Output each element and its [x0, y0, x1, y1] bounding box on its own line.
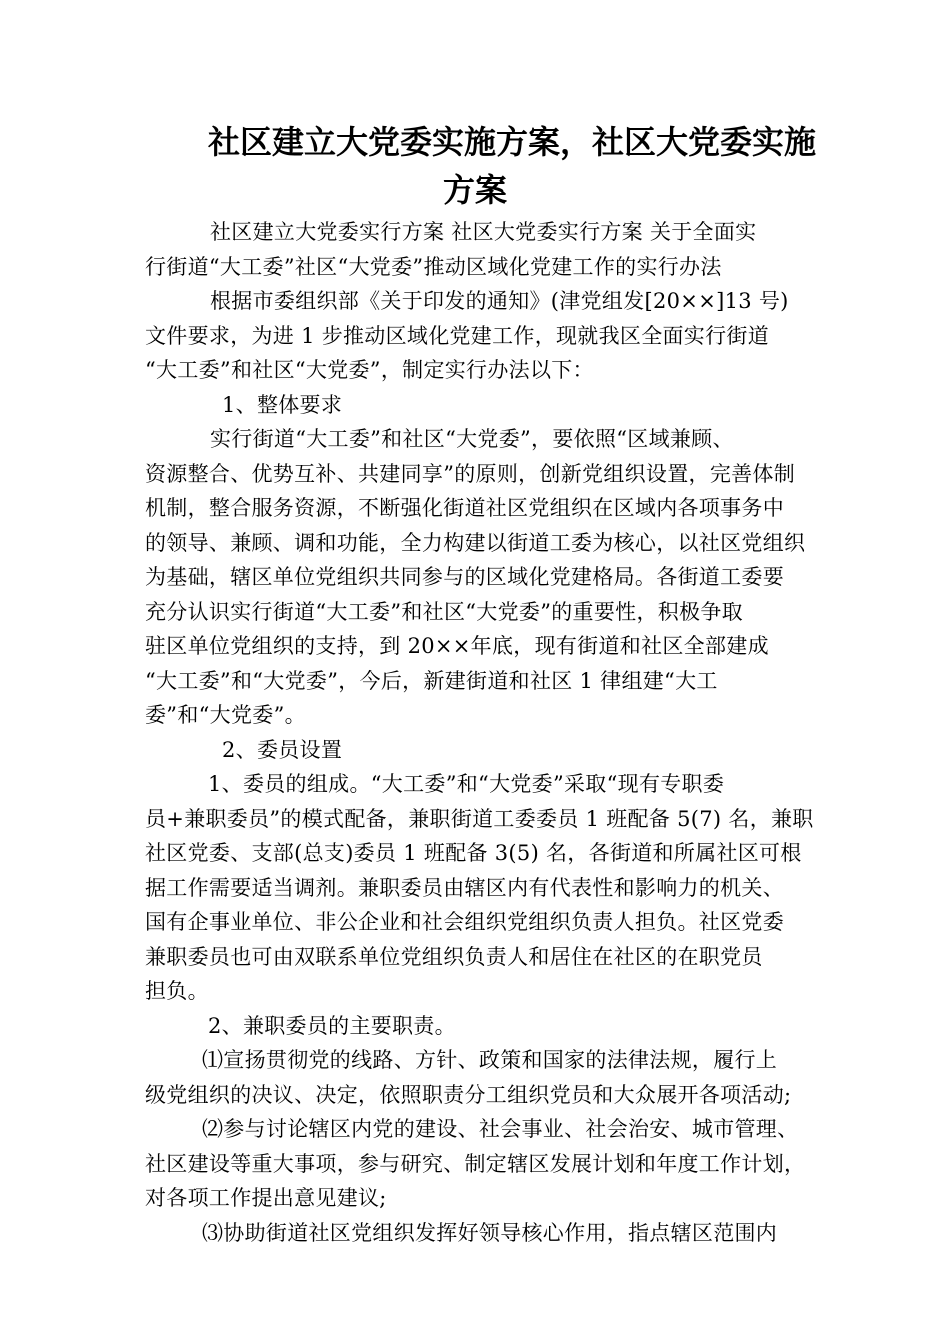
document-title-line-2: 方案 — [443, 171, 508, 209]
document-line: 级党组织的决议、决定，依照职责分工组织党员和大众展开各项活动; — [145, 1082, 792, 1107]
document-line: 文件要求，为进 1 步推动区域化党建工作，现就我区全面实行街道 — [145, 323, 770, 348]
document-line: “大工委”和“大党委”，今后，新建街道和社区 1 律组建“大工 — [145, 668, 718, 693]
document-line: 社区党委、支部(总支)委员 1 班配备 3(5) 名，各街道和所属社区可根 — [145, 841, 802, 865]
document-line: 2、兼职委员的主要职责。 — [208, 1013, 456, 1038]
document-line: 为基础，辖区单位党组织共同参与的区域化党建格局。各街道工委要 — [145, 565, 784, 589]
document-line: 国有企事业单位、非公企业和社会组织党组织负责人担负。社区党委 — [145, 910, 784, 934]
document-line: 2、委员设置 — [222, 737, 343, 762]
document-line: 员+兼职委员”的模式配备，兼职街道工委委员 1 班配备 5(7) 名，兼职 — [145, 806, 814, 831]
document-line: 担负。 — [145, 979, 209, 1003]
document-line: “大工委”和社区“大党委”，制定实行办法以下： — [145, 358, 594, 382]
document-line: 机制，整合服务资源，不断强化街道社区党组织在区域内各项事务中 — [145, 496, 784, 520]
document-line: ⑴宣扬贯彻党的线路、方针、政策和国家的法律法规，履行上 — [202, 1048, 778, 1072]
document-line: 实行街道“大工委”和社区“大党委”，要依照“区域兼顾、 — [210, 427, 734, 451]
document-line: 行街道“大工委”社区“大党委”推动区域化党建工作的实行办法 — [145, 254, 722, 279]
document-line: 驻区单位党组织的支持，到 20××年底，现有街道和社区全部建成 — [145, 634, 769, 658]
document-line: 根据市委组织部《关于印发的通知》(津党组发[20××]13 号) — [210, 289, 789, 313]
document-line: 1、委员的组成。“大工委”和“大党委”采取“现有专职委 — [208, 772, 725, 796]
document-line: 1、整体要求 — [222, 392, 343, 417]
document-line: 社区建设等重大事项，参与研究、制定辖区发展计划和年度工作计划， — [145, 1151, 806, 1176]
document-line: 兼职委员也可由双联系单位党组织负责人和居住在社区的在职党员 — [145, 944, 763, 969]
document-line: 资源整合、优势互补、共建同享”的原则，创新党组织设置，完善体制 — [145, 461, 796, 486]
document-line: 委”和“大党委”。 — [145, 703, 306, 727]
document-line: 的领导、兼顾、调和功能，全力构建以街道工委为核心，以社区党组织 — [145, 530, 806, 555]
document-line: 对各项工作提出意见建议; — [145, 1186, 387, 1210]
document-line: 据工作需要适当调剂。兼职委员由辖区内有代表性和影响力的机关、 — [145, 875, 784, 900]
document-line: ⑶协助街道社区党组织发挥好领导核心作用，指点辖区范围内 — [202, 1220, 778, 1245]
document-line: 充分认识实行街道“大工委”和社区“大党委”的重要性，积极争取 — [145, 599, 743, 624]
document-title-line-1: 社区建立大党委实施方案，社区大党委实施 — [208, 123, 817, 161]
document-line: ⑵参与讨论辖区内党的建设、社会事业、社会治安、城市管理、 — [202, 1117, 799, 1141]
document-line: 社区建立大党委实行方案 社区大党委实行方案 关于全面实 — [210, 220, 757, 244]
